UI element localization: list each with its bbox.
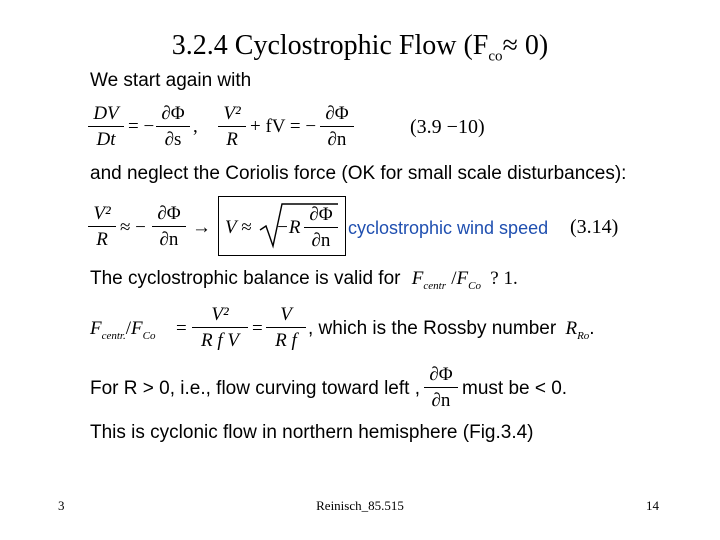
eq3-ratio: $F_{centr.}/F_{Co}$ <box>90 318 156 342</box>
curvature-line: For R > 0, i.e., flow curving toward left , <box>90 378 420 399</box>
eq1-lhs-fraction: $\frac{DV}{Dt}$ <box>88 104 124 149</box>
eq2-approx: ≈ − <box>120 217 146 238</box>
line4-fraction: $\frac{\partial\Phi}{\partial n}$ <box>424 365 458 410</box>
eq2-label: (3.14) <box>570 216 619 238</box>
eq1-label: (3.9 −10) <box>410 116 485 138</box>
cyclostrophic-caption: cyclostrophic wind speed <box>348 218 549 238</box>
intro-line: We start again with <box>90 70 252 91</box>
eq1-equals: = − <box>128 116 155 137</box>
rossby-text: , which is the Rossby number $R_{Ro}$. <box>308 318 595 342</box>
eq3-fraction-1: $\frac{\text{V²}}{\text{R f V}}$ <box>192 305 248 350</box>
eq2-box-v: V ≈ <box>225 217 252 238</box>
eq1-v2-fraction: $\frac{\text{V²}}{R}$ <box>218 104 246 149</box>
cyclonic-line: This is cyclonic flow in northern hemisphere (Fig.3.4) <box>90 422 534 443</box>
validity-line: The cyclostrophic balance is valid for $F_{centr}$ $/F_{Co}$ ? 1. <box>90 268 518 292</box>
eq2-minus-r: −R <box>276 217 301 238</box>
footer-center: Reinisch_85.515 <box>316 498 404 513</box>
line4-tail: must be < 0. <box>462 378 568 399</box>
eq2-lhs-fraction: $\frac{\text{V²}}{R}$ <box>88 204 116 249</box>
eq3-equals-1: = <box>176 318 187 339</box>
eq3-fraction-2: $\frac{V}{\text{R f}}$ <box>266 305 306 350</box>
eq2-arrow: → <box>192 217 211 238</box>
eq1-rhs-fraction: $\frac{\partial\Phi}{\partial s}$ <box>156 104 190 149</box>
footer-left: 3 <box>58 498 65 513</box>
page-number: 14 <box>646 498 659 513</box>
eq2-rhs-fraction: $\frac{\partial\Phi}{\partial n}$ <box>152 204 186 249</box>
eq1-phi-fraction: $\frac{\partial\Phi}{\partial n}$ <box>320 104 354 149</box>
eq1-plus-fv: + fV = − <box>250 116 317 137</box>
eq2-box-fraction: $\frac{\partial\Phi}{\partial n}$ <box>304 205 338 250</box>
slide-title: 3.2.4 Cyclostrophic Flow $(F_{co}\approx 0)$ <box>171 30 549 65</box>
eq1-comma: , <box>193 116 198 137</box>
eq3-equals-2: = <box>252 318 263 339</box>
coriolis-line: and neglect the Coriolis force (OK for small scale disturbances): <box>90 163 627 184</box>
